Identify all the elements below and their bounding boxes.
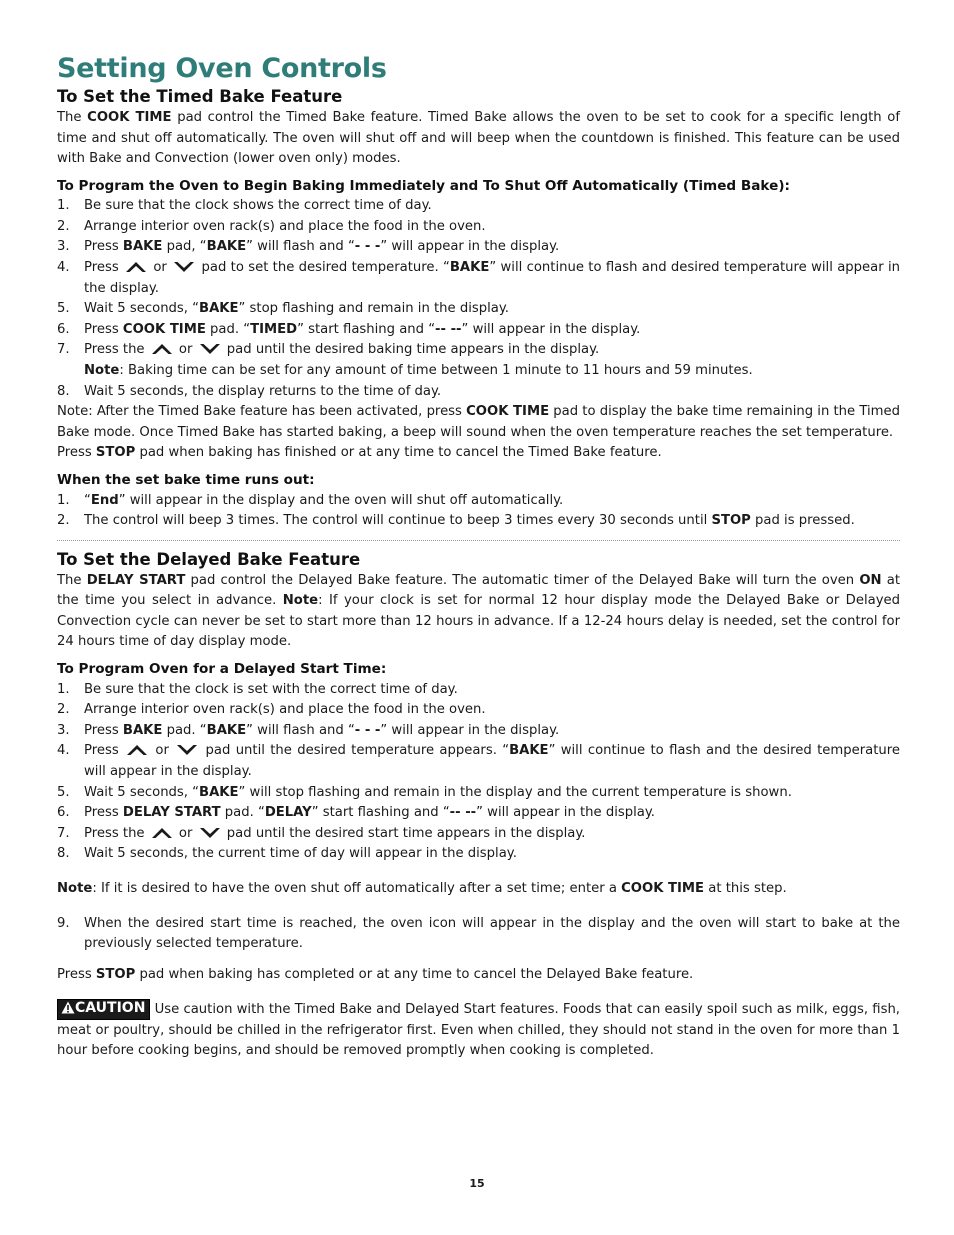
step-number: 3. bbox=[57, 239, 70, 255]
list-item: 6. Press DELAY START pad. “DELAY” start flashing and “-- --” will appear in the display. bbox=[57, 803, 900, 824]
bold-term: BAKE bbox=[206, 722, 247, 738]
step-number: 5. bbox=[57, 784, 70, 800]
delayed-bake-heading: To Set the Delayed Bake Feature bbox=[57, 549, 361, 569]
bold-term: COOK TIME bbox=[621, 880, 705, 896]
bold-term: STOP bbox=[711, 513, 751, 529]
step-number: 2. bbox=[57, 513, 70, 529]
step-number: 4. bbox=[57, 260, 70, 276]
step-number: 2. bbox=[57, 702, 70, 718]
list-item: 5. Wait 5 seconds, “BAKE” will stop flashing and remain in the display and the current temperature is shown. bbox=[57, 783, 900, 804]
delayed-bake-press-stop: Press STOP pad when baking has completed or at any time to cancel the Delayed Bake feature. bbox=[57, 966, 694, 982]
bold-term: - - - bbox=[354, 239, 381, 255]
list-item: 8. Wait 5 seconds, the display returns to the time of day. bbox=[57, 382, 900, 403]
bold-term: BAKE bbox=[122, 239, 163, 255]
down-arrow-icon bbox=[176, 743, 198, 757]
list-item: 1. “End” will appear in the display and the oven will shut off automatically. bbox=[57, 491, 900, 512]
bold-term: DELAY START bbox=[86, 572, 186, 588]
list-item: 5. Wait 5 seconds, “BAKE” stop flashing and remain in the display. bbox=[57, 299, 900, 320]
caution-block bbox=[57, 999, 900, 1062]
list-item: 8. Wait 5 seconds, the current time of day will appear in the display. bbox=[57, 844, 900, 865]
list-item: 2. Arrange interior oven rack(s) and place the food in the oven. bbox=[57, 700, 900, 721]
list-item: 7. Press the or pad until the desired start time appears in the display. bbox=[57, 824, 900, 845]
down-arrow-icon bbox=[199, 826, 221, 840]
caution-badge-label: CAUTION bbox=[75, 1000, 146, 1017]
bold-term: End bbox=[90, 492, 119, 508]
list-item: 7. Press the or pad until the desired baking time appears in the display. Note: Baking time can be set for any amount of time between 1 minute to 11 hours and 59 minutes. bbox=[57, 342, 753, 379]
bold-term: COOK TIME bbox=[122, 321, 206, 337]
step-number: 1. bbox=[57, 681, 70, 697]
runs-out-heading: When the set bake time runs out: bbox=[57, 472, 315, 488]
step-number: 9. bbox=[57, 915, 70, 931]
delayed-bake-subheading: To Program Oven for a Delayed Start Time: bbox=[57, 661, 387, 678]
down-arrow-icon bbox=[173, 260, 195, 274]
list-item: 2. Arrange interior oven rack(s) and place the food in the oven. bbox=[57, 217, 900, 238]
timed-bake-heading: To Set the Timed Bake Feature bbox=[57, 87, 343, 106]
step-number: 8. bbox=[57, 383, 70, 399]
up-arrow-icon bbox=[151, 826, 173, 840]
list-item: 9. When the desired start time is reached, the oven icon will appear in the display and the oven will start to bake at the previously selected temperature. bbox=[57, 915, 900, 952]
step-number: 7. bbox=[57, 825, 70, 841]
bold-term: -- -- bbox=[435, 321, 462, 337]
bold-term: DELAY START bbox=[122, 805, 221, 821]
bold-term: - - - bbox=[354, 722, 381, 738]
step-number: 8. bbox=[57, 846, 70, 862]
list-item: 1. Be sure that the clock shows the correct time of day. bbox=[57, 196, 900, 217]
list-item: 6. Press COOK TIME pad. “TIMED” start flashing and “-- --” will appear in the display. bbox=[57, 320, 900, 341]
caution-text: Use caution with the Timed Bake and Delayed Start features. Foods that can easily spoil such as milk, eggs, fish, meat or poultry, should be chilled in the refrigerator first. Even when chilled, they should not stand in the oven for more than 1 hour before cooking begins, and should be removed promptly when cooking is completed. bbox=[57, 1002, 900, 1059]
timed-bake-steps bbox=[57, 196, 900, 402]
bold-term: Note bbox=[282, 593, 319, 609]
warning-triangle-icon bbox=[61, 1001, 75, 1019]
bold-term: STOP bbox=[95, 445, 136, 461]
step-number: 4. bbox=[57, 743, 70, 759]
bold-term: COOK TIME bbox=[87, 110, 172, 125]
list-item: 4. Press or pad until the desired temperature appears. “BAKE” will continue to flash and the desired temperature will appear in the display. bbox=[57, 743, 900, 779]
bold-term: TIMED bbox=[250, 321, 298, 337]
step-number: 1. bbox=[57, 492, 70, 508]
list-item: 3. Press BAKE pad. “BAKE” will flash and “- - -” will appear in the display. bbox=[57, 721, 900, 742]
section-divider bbox=[57, 540, 900, 541]
runs-out-steps bbox=[57, 491, 900, 532]
bold-term: -- -- bbox=[449, 805, 477, 821]
delayed-bake-note: Note: If it is desired to have the oven shut off automatically after a set time; enter a COOK TIME at this step. bbox=[57, 880, 787, 896]
page-title: Setting Oven Controls bbox=[57, 53, 387, 84]
bold-term: Note bbox=[57, 880, 93, 896]
list-item: 4. Press or pad to set the desired temperature. “BAKE” will continue to flash and desired temperature will appear in the display. bbox=[57, 260, 900, 296]
timed-bake-press-stop: Press STOP pad when baking has finished or at any time to cancel the Timed Bake feature. bbox=[57, 445, 662, 461]
delayed-bake-step9 bbox=[57, 914, 900, 955]
bold-term: DELAY bbox=[264, 805, 312, 821]
bold-term: BAKE bbox=[122, 722, 163, 738]
bold-term: BAKE bbox=[509, 743, 549, 759]
bold-term: BAKE bbox=[449, 260, 490, 276]
bold-term: Note bbox=[84, 363, 120, 379]
list-item: 3. Press BAKE pad, “BAKE” will flash and “- - -” will appear in the display. bbox=[57, 237, 900, 258]
bold-term: BAKE bbox=[206, 239, 247, 255]
delayed-bake-intro: The DELAY START pad control the Delayed Bake feature. The automatic timer of the Delayed Bake will turn the oven ON at the time you select in advance. Note: If your clock is set for normal 12 hour display mode the Delayed Bake or Delayed Convection cycle can never be set to start more than 12 hours in advance. If a 12-24 hours delay is needed, set the control for 24 hours time of day display mode. bbox=[57, 572, 900, 650]
page-content bbox=[57, 52, 900, 1062]
bold-term: STOP bbox=[95, 966, 136, 982]
list-item: 2. The control will beep 3 times. The control will continue to beep 3 times every 30 seconds until STOP pad is pressed. bbox=[57, 511, 900, 532]
timed-bake-subheading: To Program the Oven to Begin Baking Immediately and To Shut Off Automatically (Timed Bake): bbox=[57, 177, 790, 194]
step-number: 2. bbox=[57, 218, 70, 234]
step-number: 7. bbox=[57, 342, 70, 358]
delayed-bake-steps bbox=[57, 680, 900, 865]
list-item: 1. Be sure that the clock is set with the correct time of day. bbox=[57, 680, 900, 701]
timed-bake-intro: The COOK TIME pad control the Timed Bake feature. Timed Bake allows the oven to be set to cook for a specific length of time and shut off automatically. The oven will shut off and will beep when the countdown is finished. This feature can be used with Bake and Convection (lower oven only) modes. bbox=[57, 110, 900, 167]
step-number: 5. bbox=[57, 301, 70, 317]
caution-badge bbox=[57, 999, 150, 1020]
bold-term: ON bbox=[859, 572, 882, 588]
step-number: 6. bbox=[57, 805, 70, 821]
step-number: 6. bbox=[57, 321, 70, 337]
bold-term: COOK TIME bbox=[466, 404, 550, 420]
down-arrow-icon bbox=[199, 342, 221, 356]
up-arrow-icon bbox=[125, 260, 147, 274]
page-number: 15 bbox=[469, 1177, 485, 1190]
up-arrow-icon bbox=[151, 342, 173, 356]
bold-term: BAKE bbox=[199, 301, 239, 317]
timed-bake-note-after: Note: After the Timed Bake feature has been activated, press COOK TIME pad to display the bake time remaining in the Timed Bake mode. Once Timed Bake has started baking, a beep will sound when the oven temperature reaches the set temperature. bbox=[57, 404, 900, 440]
up-arrow-icon bbox=[126, 743, 148, 757]
step-number: 1. bbox=[57, 198, 70, 214]
bold-term: BAKE bbox=[199, 784, 239, 800]
step-number: 3. bbox=[57, 722, 70, 738]
